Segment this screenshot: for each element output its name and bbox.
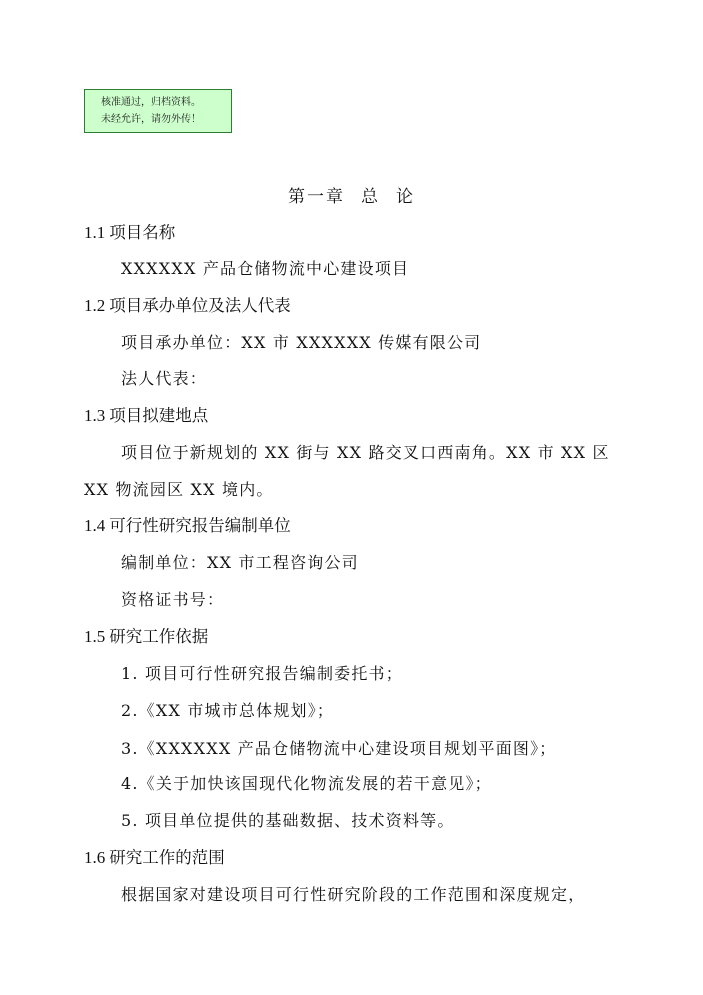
chapter-title [0,182,703,207]
scope-text: 根据国家对建设项目可行性研究阶段的工作范围和深度规定， [121,885,586,904]
basis-item: 3.《XXXXXX 产品仓储物流中心建设项目规划平面图》； [121,739,557,758]
basis-item: 5. 项目单位提供的基础数据、技术资料等。 [121,811,455,830]
stamp-line-1: 核准通过，归档资料。 [101,97,201,108]
approval-stamp [84,89,232,133]
certificate-text: 资格证书号： [121,590,225,609]
section-heading-1-4 [84,515,291,537]
section-heading-1-2 [84,295,291,317]
basis-item: 1. 项目可行性研究报告编制委托书； [121,664,403,683]
sponsor-unit-text: 项目承办单位：XX 市 XXXXXX 传媒有限公司 [121,333,482,352]
section-number: 1.4 [84,516,106,535]
legal-rep-text: 法人代表： [121,369,208,388]
chapter-word-2: 论 [396,187,415,207]
chapter-number: 第一章 [288,187,345,207]
section-number: 1.2 [84,296,106,315]
section-title: 项目承办单位及法人代表 [109,296,291,315]
section-heading-1-1 [84,222,175,244]
section-title: 项目名称 [109,223,176,242]
section-number: 1.6 [84,848,106,867]
section-heading-1-3 [84,405,208,427]
section-title: 项目拟建地点 [109,406,209,425]
section-number: 1.1 [84,223,106,242]
section-title: 研究工作的范围 [109,848,225,867]
chapter-word-1: 总 [361,187,380,207]
section-number: 1.3 [84,406,106,425]
location-text-1: 项目位于新规划的 XX 街与 XX 路交叉口西南角。XX 市 XX 区 [121,443,610,462]
basis-item: 2.《XX 市城市总体规划》； [121,701,335,720]
compiler-unit-text: 编制单位：XX 市工程咨询公司 [121,553,359,572]
basis-item: 4.《关于加快该国现代化物流发展的若干意见》； [121,774,492,793]
stamp-line-2: 未经允许，请勿外传！ [101,114,201,125]
project-name-text: XXXXXX 产品仓储物流中心建设项目 [121,259,410,278]
section-number: 1.5 [84,627,106,646]
section-heading-1-5 [84,626,208,648]
location-text-2: XX 物流园区 XX 境内。 [84,480,274,499]
section-title: 可行性研究报告编制单位 [109,516,291,535]
section-heading-1-6 [84,847,225,869]
section-title: 研究工作依据 [109,627,209,646]
